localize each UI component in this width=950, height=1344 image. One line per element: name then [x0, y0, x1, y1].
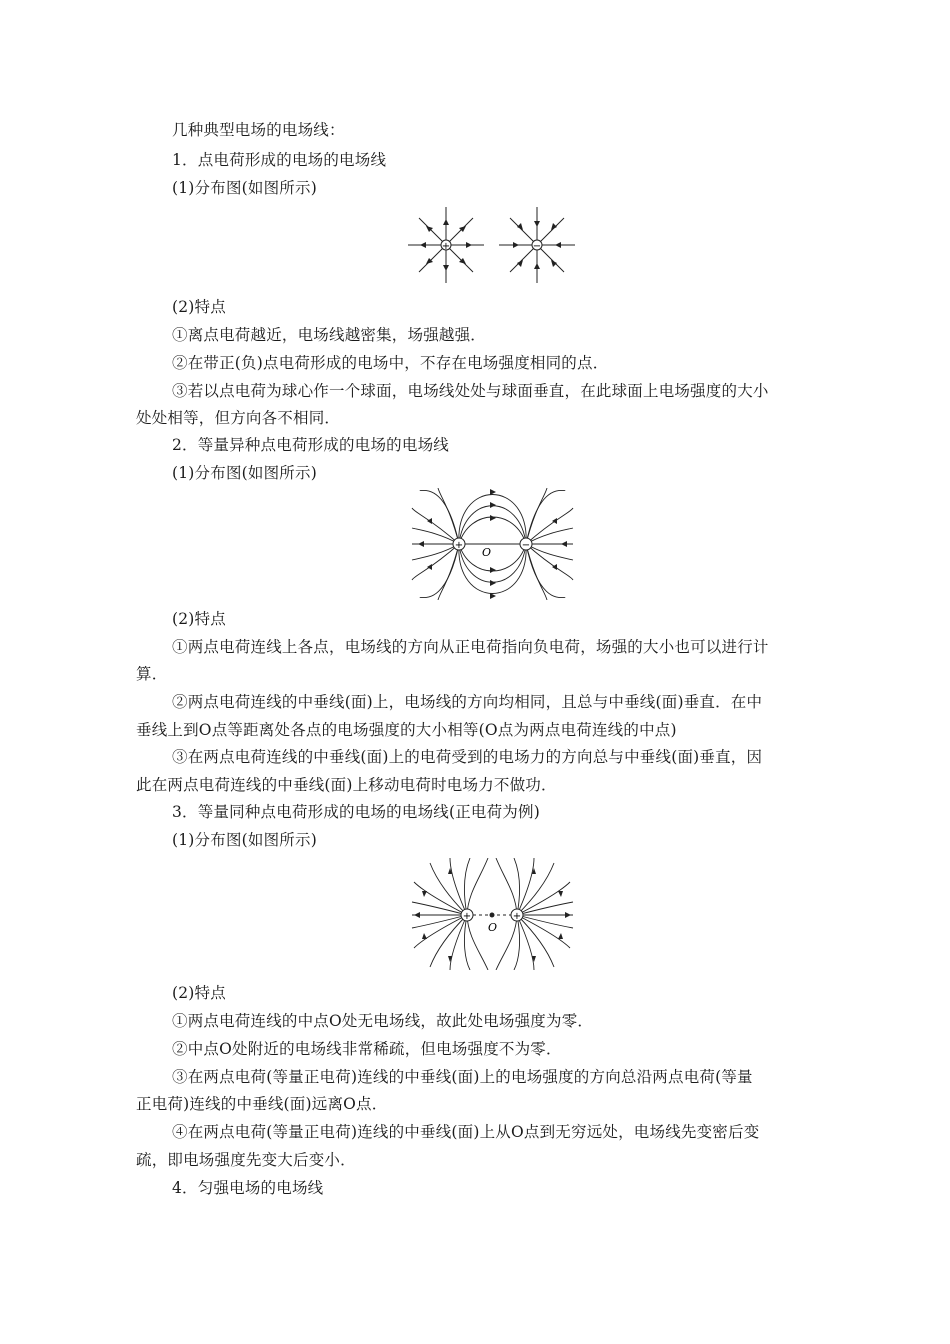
point-charge-field-figure	[405, 205, 580, 285]
section-2-feature-1-line-2: 算．	[136, 665, 168, 683]
section-3-heading: 3．等量同种点电荷形成的电场的电场线(正电荷为例)	[172, 803, 540, 821]
dipole-negative-label: −	[521, 540, 531, 551]
section-3-feature-1: ①两点电荷连线的中点O处无电场线，故此处电场强度为零．	[172, 1012, 594, 1030]
dipole-field-diagram	[410, 488, 575, 600]
section-1-heading: 1．点电荷形成的电场的电场线	[172, 151, 387, 169]
section-3-figure-caption: (1)分布图(如图所示)	[172, 831, 317, 849]
left-positive-label: +	[462, 911, 472, 922]
section-4-heading: 4．匀强电场的电场线	[172, 1179, 324, 1197]
section-2-feature-3-line-2: 此在两点电荷连线的中垂线(面)上移动电荷时电场力不做功．	[136, 776, 557, 794]
section-2-heading: 2．等量异种点电荷形成的电场的电场线	[172, 436, 449, 454]
section-3-feature-4-line-1: ④在两点电荷(等量正电荷)连线的中垂线(面)上从O点到无穷远处，电场线先变密后变	[172, 1123, 760, 1141]
like-charges-field-figure	[410, 858, 575, 970]
section-3-feature-4-line-2: 疏，即电场强度先变大后变小．	[136, 1151, 356, 1169]
intro-text: 几种典型电场的电场线：	[172, 121, 345, 139]
section-2-feature-2-line-1: ②两点电荷连线的中垂线(面)上，电场线的方向均相同，且总与中垂线(面)垂直．在中	[172, 693, 763, 711]
section-2-features-heading: (2)特点	[172, 610, 226, 628]
section-1-figure-caption: (1)分布图(如图所示)	[172, 179, 317, 197]
section-2-figure-caption: (1)分布图(如图所示)	[172, 464, 317, 482]
section-2-feature-3-line-1: ③在两点电荷连线的中垂线(面)上的电荷受到的电场力的方向总与中垂线(面)垂直，因	[172, 748, 763, 766]
section-1-features-heading: (2)特点	[172, 298, 226, 316]
midpoint-dot	[490, 913, 495, 918]
section-3-feature-2: ②中点O处附近的电场线非常稀疏，但电场强度不为零．	[172, 1040, 562, 1058]
point-charge-field-diagram	[405, 205, 580, 285]
positive-charge-label: +	[441, 241, 451, 252]
section-2-feature-1-line-1: ①两点电荷连线上各点，电场线的方向从正电荷指向负电荷，场强的大小也可以进行计	[172, 638, 769, 656]
section-3-features-heading: (2)特点	[172, 984, 226, 1002]
section-1-feature-3-line-1: ③若以点电荷为球心作一个球面，电场线处处与球面垂直，在此球面上电场强度的大小	[172, 382, 769, 400]
dipole-center-label: O	[482, 546, 492, 559]
section-1-feature-1: ①离点电荷越近，电场线越密集，场强越强．	[172, 326, 487, 344]
right-positive-label: +	[512, 911, 522, 922]
section-2-feature-2-line-2: 垂线上到O点等距离处各点的电场强度的大小相等(O点为两点电荷连线的中点)	[136, 721, 677, 739]
dipole-positive-label: +	[454, 540, 464, 551]
negative-charge-label: −	[532, 241, 542, 252]
dipole-field-figure	[410, 488, 575, 600]
section-1-feature-3-line-2: 处处相等，但方向各不相同．	[136, 409, 341, 427]
section-1-feature-2: ②在带正(负)点电荷形成的电场中，不存在电场强度相同的点．	[172, 354, 609, 372]
section-3-feature-3-line-1: ③在两点电荷(等量正电荷)连线的中垂线(面)上的电场强度的方向总沿两点电荷(等量	[172, 1068, 753, 1086]
like-charges-field-diagram	[410, 858, 575, 970]
like-charges-center-label: O	[488, 921, 498, 934]
section-3-feature-3-line-2: 正电荷)连线的中垂线(面)远离O点．	[136, 1095, 388, 1113]
